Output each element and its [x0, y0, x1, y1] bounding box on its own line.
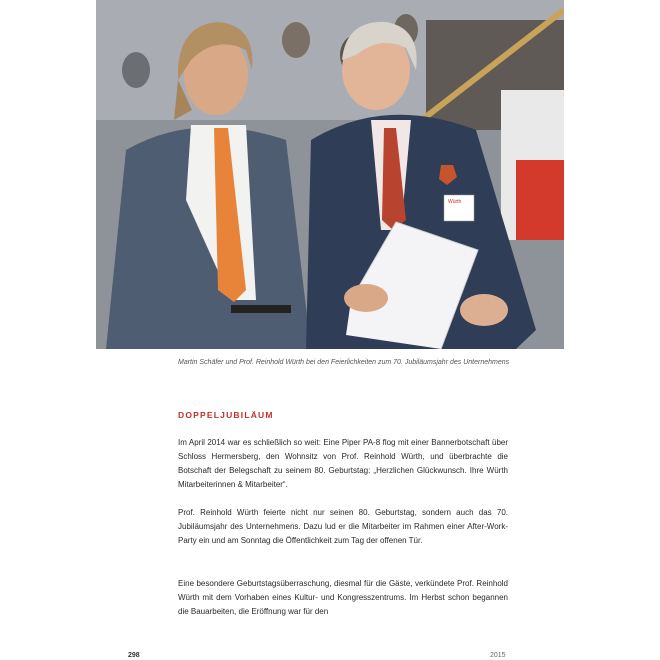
paragraph: Eine besondere Geburtstagsüberraschung, diesmal für die Gäste, verkündete Prof. Reinhold Würth mit dem Vorhaben eines Kultur- und Kongresszentrums. Im Herbst schon begannen die Bauarbeiten, die Eröffnung war für den: [178, 579, 508, 616]
page-number: 298: [128, 652, 140, 659]
name-badge-text: Würth: [448, 199, 462, 205]
photo-two-men-celebrating: [96, 0, 564, 349]
paragraph: Im April 2014 war es schließlich so weit: Eine Piper PA-8 flog mit einer Bannerbotschaft über Schloss Hermersberg, den Wohnsitz von Prof. Reinhold Würth, und überbrachte die Botschaft der Belegschaft zu seinem 80. Geburtstag: „Herzlichen Glückwunsch. Ihre Würth Mitarbeiterinnen & Mitarbeiter“.: [178, 438, 508, 489]
photo-illustration: [96, 0, 564, 349]
photo-caption: Martin Schäfer und Prof. Reinhold Würth bei den Feierlichkeiten zum 70. Jubiläumsjahr des Unternehmens: [178, 359, 510, 366]
running-footer-year: 2015: [490, 652, 506, 659]
section-heading: DOPPELJUBILÄUM: [178, 410, 274, 420]
paragraph: Prof. Reinhold Würth feierte nicht nur seinen 80. Geburtstag, sondern auch das 70. Jubiläumsjahr des Unternehmens. Dazu lud er die Mitarbeiter im Rahmen einer After-Work-Party ein und am Sonntag die Öffentlichkeit zum Tag der offenen Tür.: [178, 508, 508, 545]
